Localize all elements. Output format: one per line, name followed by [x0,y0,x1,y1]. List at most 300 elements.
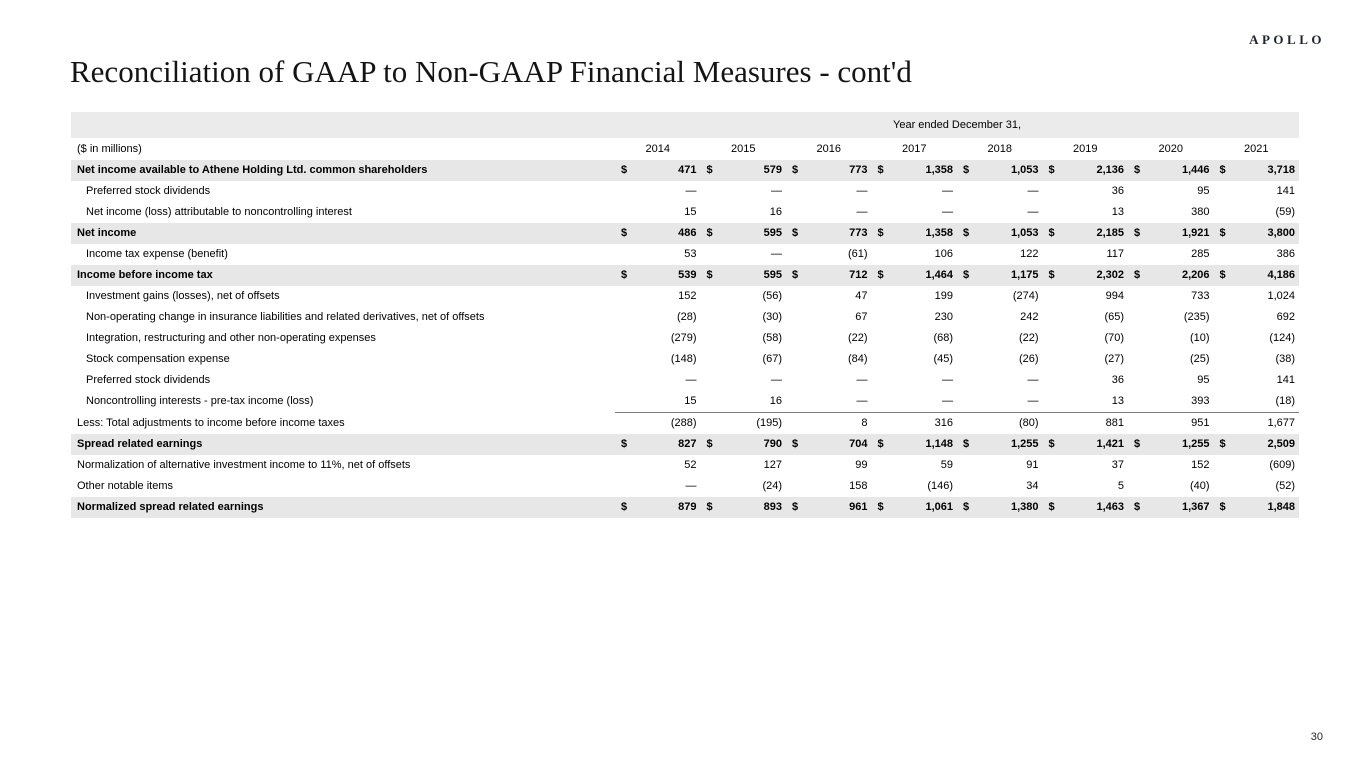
value-cell: 1,358 [925,164,953,176]
dollar-sign-cell: $ [706,164,713,176]
dollar-sign-cell [1128,181,1142,202]
dollar-sign-cell [872,413,886,435]
value-cell: 8 [861,417,868,429]
value-cell: 380 [1191,206,1210,218]
dollar-sign-cell [1043,244,1057,265]
value-cell: 579 [763,164,782,176]
dollar-sign-cell [1214,370,1228,391]
value-cell: 13 [1111,206,1124,218]
dollar-sign-cell [957,455,971,476]
value-cell: 316 [934,417,953,429]
value-cell: 141 [1276,185,1296,197]
value-cell: — [771,248,782,260]
dollar-sign-cell [957,349,971,370]
value-cell: 692 [1276,311,1296,323]
value-cell: 47 [855,290,868,302]
table-span-header-row [71,112,1299,138]
value-cell: — [1027,206,1039,218]
dollar-sign-cell [872,244,886,265]
dollar-sign-cell [872,455,886,476]
value-cell: 1,053 [1010,164,1039,176]
value-cell: 67 [855,311,868,323]
dollar-sign-cell [701,244,715,265]
dollar-sign-cell [786,307,800,328]
dollar-sign-cell [786,391,800,413]
dollar-sign-cell [872,349,886,370]
dollar-sign-cell [1214,349,1228,370]
year-column-header: 2020 [1128,138,1214,160]
dollar-sign-cell [1128,391,1142,413]
dollar-sign-cell [615,349,629,370]
value-cell: 386 [1276,248,1296,260]
dollar-sign-cell: $ [1219,164,1226,176]
value-cell: 16 [769,206,782,218]
year-column-header: 2016 [786,138,872,160]
table-row [71,370,1299,391]
value-cell: 1,367 [1181,501,1210,513]
dollar-sign-cell [615,370,629,391]
dollar-sign-cell [1214,286,1228,307]
dollar-sign-cell [701,349,715,370]
dollar-sign-cell [615,202,629,223]
value-cell: 152 [1191,459,1210,471]
value-cell: (18) [1228,391,1300,413]
value-cell: 1,421 [1096,438,1124,450]
page-title: Reconciliation of GAAP to Non-GAAP Financial Measures - cont'd [70,54,912,89]
value-cell: 595 [763,269,782,281]
dollar-sign-cell [615,244,629,265]
dollar-sign-cell [615,181,629,202]
value-cell: 994 [1105,290,1124,302]
value-cell: 773 [849,227,868,239]
dollar-sign-cell: $ [706,501,713,513]
value-cell: (52) [1275,480,1296,492]
value-cell: 1,053 [1010,227,1039,239]
value-cell: 13 [1057,391,1129,413]
value-cell: (124) [1269,332,1296,344]
row-label: Noncontrolling interests - pre-tax income (loss) [86,395,314,408]
dollar-sign-cell [615,455,629,476]
dollar-sign-cell [1214,455,1228,476]
value-cell: 595 [763,227,782,239]
value-cell: (25) [1189,353,1210,365]
dollar-sign-cell [786,286,800,307]
value-cell: (70) [1104,332,1124,344]
value-cell: 15 [629,391,701,413]
page-number: 30 [1310,731,1323,743]
dollar-sign-cell [615,328,629,349]
value-cell: (58) [762,332,782,344]
dollar-sign-cell [1128,455,1142,476]
value-cell: (148) [670,353,697,365]
value-cell: 1,848 [1267,501,1296,513]
dollar-sign-cell: $ [706,269,713,281]
value-cell: — [771,185,782,197]
dollar-sign-cell: $ [1048,501,1055,513]
dollar-sign-cell [1128,349,1142,370]
value-cell: 285 [1191,248,1210,260]
dollar-sign-cell [872,391,886,413]
dollar-sign-cell [957,328,971,349]
dollar-sign-cell [1043,181,1057,202]
dollar-sign-cell: $ [706,438,713,450]
row-label: Normalization of alternative investment income to 11%, net of offsets [77,459,411,471]
dollar-sign-cell: $ [877,438,884,450]
value-cell: 881 [1105,417,1124,429]
value-cell: — [1027,185,1039,197]
year-column-header: 2019 [1043,138,1129,160]
value-cell: 773 [849,164,868,176]
dollar-sign-cell [1043,476,1057,497]
dollar-sign-cell: $ [621,164,628,176]
dollar-sign-cell [786,244,800,265]
value-cell: 486 [678,227,697,239]
row-label: Net income (loss) attributable to noncontrolling interest [86,206,352,218]
dollar-sign-cell: $ [1134,438,1141,450]
value-cell: 879 [678,501,697,513]
dollar-sign-cell [957,181,971,202]
value-cell: 1,463 [1096,501,1124,513]
year-column-header: 2021 [1214,138,1300,160]
dollar-sign-cell: $ [877,164,884,176]
value-cell: (84) [847,353,868,365]
dollar-sign-cell [615,391,629,413]
value-cell: 59 [940,459,953,471]
value-cell: 5 [1117,480,1124,492]
dollar-sign-cell: $ [963,227,970,239]
dollar-sign-cell [1043,307,1057,328]
row-label: Income tax expense (benefit) [86,248,228,260]
value-cell: 1,921 [1181,227,1210,239]
dollar-sign-cell [1128,476,1142,497]
dollar-sign-cell [701,476,715,497]
value-cell: 961 [849,501,868,513]
dollar-sign-cell [1128,328,1142,349]
dollar-sign-cell [701,286,715,307]
value-cell: 1,358 [925,227,953,239]
row-label: Normalized spread related earnings [77,501,264,513]
dollar-sign-cell [1214,476,1228,497]
row-label: Spread related earnings [77,438,203,450]
value-cell: 2,136 [1096,164,1124,176]
value-cell: 152 [678,290,697,302]
value-cell: 199 [934,290,953,302]
value-cell: — [685,185,697,197]
value-cell: 733 [1191,290,1210,302]
dollar-sign-cell [1214,391,1228,413]
dollar-sign-cell [872,307,886,328]
value-cell: 158 [849,480,868,492]
value-cell: 1,148 [925,438,953,450]
dollar-sign-cell: $ [877,501,884,513]
reconciliation-table-container [71,112,1299,518]
span-header-spacer [71,112,615,138]
dollar-sign-cell: $ [963,164,970,176]
value-cell: (274) [1012,290,1039,302]
value-cell: (68) [933,332,953,344]
row-label: Net income [77,227,137,239]
dollar-sign-cell: $ [621,438,628,450]
value-cell: (22) [1018,332,1039,344]
dollar-sign-cell: $ [792,438,799,450]
dollar-sign-cell: $ [792,501,799,513]
table-row [71,476,1299,497]
value-cell: — [1027,374,1039,386]
value-cell: 122 [1020,248,1039,260]
value-cell: 2,185 [1096,227,1124,239]
year-column-header: 2018 [957,138,1043,160]
dollar-sign-cell [1043,455,1057,476]
table-row [71,328,1299,349]
value-cell: 52 [684,459,697,471]
dollar-sign-cell: $ [621,269,628,281]
dollar-sign-cell [701,202,715,223]
table-row [71,265,1299,286]
value-cell: 393 [1142,391,1214,413]
value-cell: (45) [933,353,953,365]
value-cell: 127 [763,459,782,471]
value-cell: 951 [1191,417,1210,429]
dollar-sign-cell [786,349,800,370]
value-cell: (609) [1269,459,1296,471]
value-cell: 2,302 [1096,269,1124,281]
dollar-sign-cell [1043,328,1057,349]
dollar-sign-cell [872,202,886,223]
dollar-sign-cell [615,286,629,307]
dollar-sign-cell [701,328,715,349]
dollar-sign-cell: $ [621,501,628,513]
dollar-sign-cell [957,307,971,328]
value-cell: 3,718 [1267,164,1296,176]
value-cell: 117 [1106,248,1124,260]
dollar-sign-cell [1214,202,1228,223]
dollar-sign-cell [872,181,886,202]
dollar-sign-cell: $ [792,269,799,281]
dollar-sign-cell [786,455,800,476]
dollar-sign-cell: $ [877,227,884,239]
value-cell: 53 [684,248,697,260]
dollar-sign-cell: $ [1048,438,1055,450]
dollar-sign-cell [1043,202,1057,223]
value-cell: 471 [678,164,697,176]
dollar-sign-cell [1043,349,1057,370]
value-cell: — [685,374,697,386]
value-cell: 99 [855,459,868,471]
value-cell: 2,206 [1181,269,1210,281]
row-label: Preferred stock dividends [86,374,211,386]
apollo-logo: APOLLO [1249,32,1325,47]
dollar-sign-cell: $ [1048,227,1055,239]
value-cell: 1,175 [1010,269,1039,281]
value-cell: 36 [1111,185,1124,197]
value-cell: — [856,206,868,218]
value-cell: 15 [684,206,697,218]
dollar-sign-cell [701,370,715,391]
row-label: Stock compensation expense [86,353,230,365]
span-header-label: Year ended December 31, [615,112,1299,138]
value-cell: (10) [1189,332,1210,344]
value-cell: (65) [1104,311,1124,323]
value-cell: (67) [762,353,782,365]
row-label: Non-operating change in insurance liabilities and related derivatives, net of offsets [86,311,485,323]
table-row [71,455,1299,476]
dollar-sign-cell [872,476,886,497]
dollar-sign-cell [786,413,800,435]
dollar-sign-cell: $ [1219,269,1226,281]
dollar-sign-cell: $ [1134,227,1141,239]
dollar-sign-cell: $ [706,227,713,239]
value-cell: — [971,391,1043,413]
dollar-sign-cell [957,476,971,497]
dollar-sign-cell [615,413,629,435]
value-cell: (40) [1189,480,1210,492]
dollar-sign-cell: $ [792,164,799,176]
dollar-sign-cell [701,307,715,328]
value-cell: (28) [676,311,697,323]
value-cell: 91 [1026,459,1039,471]
value-cell: 106 [934,248,953,260]
dollar-sign-cell [1043,286,1057,307]
value-cell: 704 [849,438,868,450]
value-cell: 37 [1111,459,1124,471]
value-cell: — [942,374,953,386]
value-cell: (146) [927,480,953,492]
value-cell: — [685,480,697,492]
value-cell: 1,255 [1181,438,1210,450]
dollar-sign-cell [957,370,971,391]
value-cell: 242 [1020,311,1039,323]
dollar-sign-cell: $ [1134,164,1141,176]
year-column-header: 2015 [701,138,787,160]
dollar-sign-cell: $ [1134,501,1141,513]
value-cell: (235) [1183,311,1210,323]
dollar-sign-cell: $ [963,269,970,281]
value-cell: — [942,185,953,197]
row-label: Net income available to Athene Holding Ltd. common shareholders [77,164,428,176]
dollar-sign-cell [786,370,800,391]
row-label: Integration, restructuring and other non-operating expenses [86,332,376,344]
value-cell: 1,446 [1181,164,1210,176]
value-cell: (61) [847,248,868,260]
value-cell: 141 [1276,374,1296,386]
table-row [71,202,1299,223]
dollar-sign-cell: $ [1219,227,1226,239]
value-cell: (26) [1018,353,1039,365]
value-cell: 1,061 [925,501,953,513]
dollar-sign-cell [1214,181,1228,202]
dollar-sign-cell [615,476,629,497]
value-cell: 1,255 [1010,438,1039,450]
value-cell: 1,464 [925,269,953,281]
year-column-header: 2014 [615,138,701,160]
dollar-sign-cell [872,286,886,307]
value-cell: 34 [1026,480,1039,492]
dollar-sign-cell [1214,307,1228,328]
table-row [71,160,1299,181]
units-label: ($ in millions) [71,138,615,160]
table-row [71,413,1299,435]
value-cell: — [886,391,958,413]
value-cell: (24) [762,480,782,492]
row-label: Preferred stock dividends [86,185,211,197]
dollar-sign-cell: $ [877,269,884,281]
dollar-sign-cell [701,391,715,413]
table-years-row [71,138,1299,160]
value-cell: (22) [847,332,868,344]
dollar-sign-cell [786,476,800,497]
value-cell: (27) [1104,353,1124,365]
table-row [71,434,1299,455]
value-cell: 1,380 [1010,501,1039,513]
dollar-sign-cell [615,307,629,328]
value-cell: — [856,374,868,386]
dollar-sign-cell [1043,370,1057,391]
value-cell: 230 [934,311,953,323]
value-cell: (30) [762,311,782,323]
dollar-sign-cell: $ [1219,438,1226,450]
dollar-sign-cell [1214,328,1228,349]
value-cell: (195) [756,417,782,429]
dollar-sign-cell [1214,244,1228,265]
value-cell: 3,800 [1267,227,1296,239]
row-label: Less: Total adjustments to income before income taxes [77,416,345,429]
value-cell: — [856,185,868,197]
table-row [71,349,1299,370]
dollar-sign-cell: $ [1048,164,1055,176]
dollar-sign-cell [872,370,886,391]
dollar-sign-cell [786,202,800,223]
row-label: Income before income tax [77,269,213,281]
value-cell: 4,186 [1267,269,1296,281]
dollar-sign-cell [786,181,800,202]
dollar-sign-cell [957,413,971,435]
value-cell: (59) [1275,206,1296,218]
dollar-sign-cell [701,413,715,435]
dollar-sign-cell: $ [792,227,799,239]
value-cell: (80) [1018,417,1039,429]
dollar-sign-cell [1128,286,1142,307]
value-cell: 1,024 [1267,290,1296,302]
dollar-sign-cell [701,181,715,202]
value-cell: — [771,374,782,386]
dollar-sign-cell: $ [1048,269,1055,281]
table-row [71,391,1299,413]
dollar-sign-cell [872,328,886,349]
dollar-sign-cell [1043,391,1057,413]
value-cell: 95 [1197,185,1210,197]
dollar-sign-cell [786,328,800,349]
value-cell: 16 [715,391,787,413]
value-cell: 712 [849,269,868,281]
table-row [71,223,1299,244]
value-cell: (279) [670,332,697,344]
value-cell: 539 [678,269,697,281]
dollar-sign-cell: $ [963,438,970,450]
dollar-sign-cell [957,202,971,223]
dollar-sign-cell: $ [1219,501,1226,513]
value-cell: 1,677 [1267,417,1296,429]
dollar-sign-cell [1128,307,1142,328]
table-row [71,497,1299,518]
dollar-sign-cell [701,455,715,476]
row-label: Other notable items [77,480,173,492]
value-cell: 2,509 [1267,438,1296,450]
value-cell: 36 [1111,374,1124,386]
table-row [71,181,1299,202]
table-row [71,244,1299,265]
dollar-sign-cell [1128,202,1142,223]
value-cell: 893 [763,501,782,513]
